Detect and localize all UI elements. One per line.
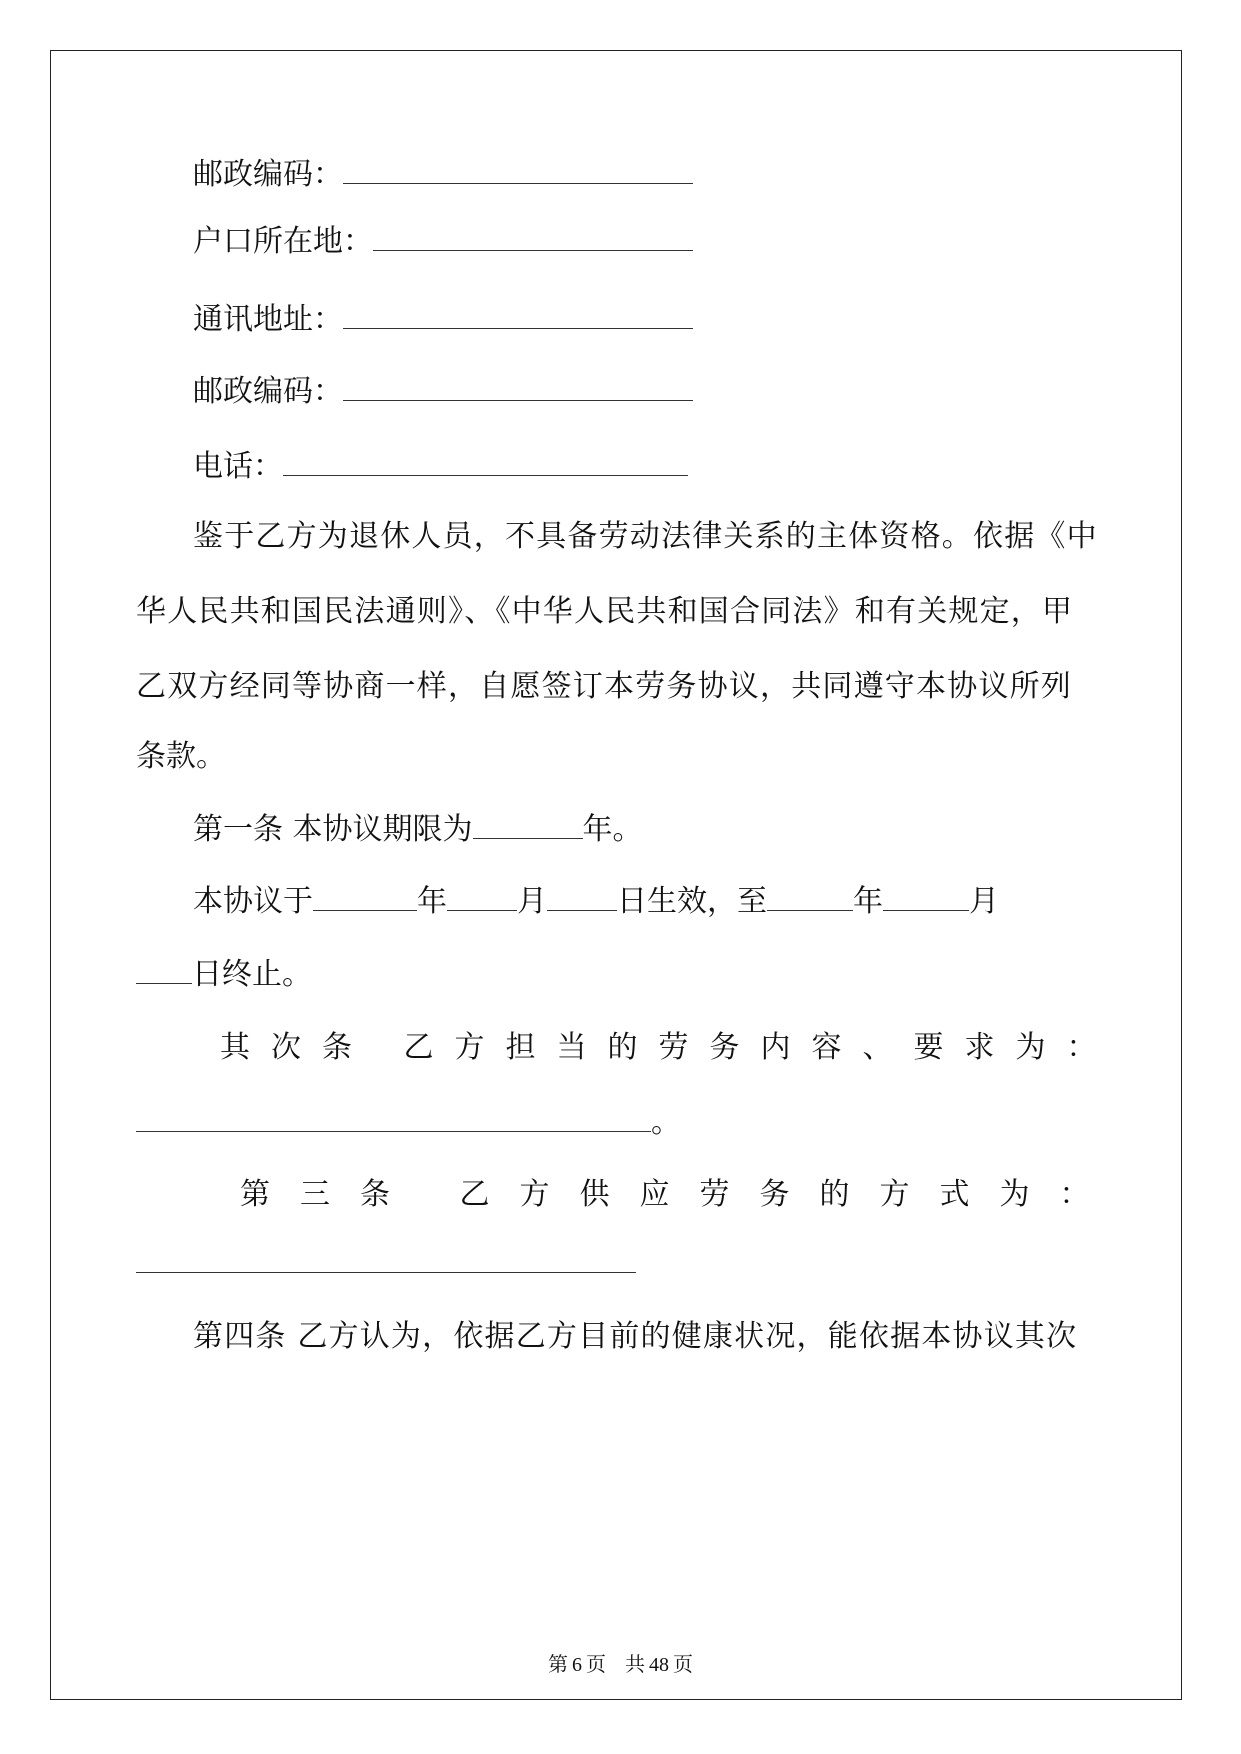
end-day-blank[interactable] [136, 955, 192, 984]
article-1-suffix: 年。 [582, 812, 643, 847]
article-1 [193, 810, 643, 850]
labor-content-blank[interactable] [136, 1103, 651, 1132]
page-border [50, 50, 1182, 1700]
validity-text: 月 [517, 884, 547, 919]
phone-blank[interactable] [283, 447, 688, 476]
postcode-blank[interactable] [343, 155, 693, 184]
validity-text: 年 [417, 884, 447, 919]
article-4: 第四条 乙方认为，依据乙方目前的健康状况，能依据本协议其次 [193, 1319, 1078, 1354]
field-label: 邮政编码： [193, 374, 343, 409]
end-year-blank[interactable] [767, 882, 853, 911]
field-postcode-2 [193, 372, 693, 412]
validity-line [193, 882, 999, 922]
footer-text: 页 [586, 1654, 606, 1676]
validity-text: 月 [969, 884, 999, 919]
article-3-answer [136, 1244, 636, 1284]
field-label: 电话： [193, 449, 283, 484]
page-footer [0, 1648, 1241, 1677]
validity-text: 本协议于 [193, 884, 313, 919]
footer-text: 页 [673, 1654, 693, 1676]
labor-method-blank[interactable] [136, 1244, 636, 1273]
validity-line-2 [136, 955, 312, 995]
footer-text: 共 [625, 1654, 645, 1676]
postcode-blank[interactable] [343, 372, 693, 401]
article-3: 第三条 乙方供应劳务的方式为： [240, 1177, 1120, 1212]
preamble-line: 鉴于乙方为退休人员，不具备劳动法律关系的主体资格。依据《中 [193, 519, 1098, 554]
validity-text: 日终止。 [192, 957, 312, 992]
preamble-line: 条款。 [136, 739, 226, 774]
field-phone [193, 447, 688, 487]
article-2: 其次条 乙方担当的劳务内容、要求为： [220, 1030, 1118, 1065]
start-month-blank[interactable] [447, 882, 517, 911]
validity-text: 日生效，至 [617, 884, 767, 919]
field-label: 通讯地址： [193, 302, 343, 337]
field-household-registration [193, 222, 693, 262]
preamble-line: 乙双方经同等协商一样，自愿签订本劳务协议，共同遵守本协议所列 [136, 669, 1072, 704]
preamble-line: 华人民共和国民法通则》、《中华人民共和国合同法》和有关规定，甲 [136, 594, 1074, 629]
total-pages: 48 [649, 1654, 669, 1676]
address-blank[interactable] [343, 300, 693, 329]
end-month-blank[interactable] [883, 882, 969, 911]
footer-text: 第 [548, 1654, 568, 1676]
field-postcode-1 [193, 155, 693, 195]
field-mailing-address [193, 300, 693, 340]
article-1-text: 第一条 本协议期限为 [193, 812, 473, 847]
validity-text: 年 [853, 884, 883, 919]
start-year-blank[interactable] [313, 882, 417, 911]
article-2-end: 。 [651, 1105, 681, 1140]
start-day-blank[interactable] [547, 882, 617, 911]
term-years-blank[interactable] [473, 810, 583, 839]
field-label: 户口所在地： [193, 224, 373, 259]
article-2-answer [136, 1103, 681, 1143]
field-label: 邮政编码： [193, 157, 343, 192]
household-blank[interactable] [373, 222, 693, 251]
page-number: 6 [572, 1654, 582, 1676]
